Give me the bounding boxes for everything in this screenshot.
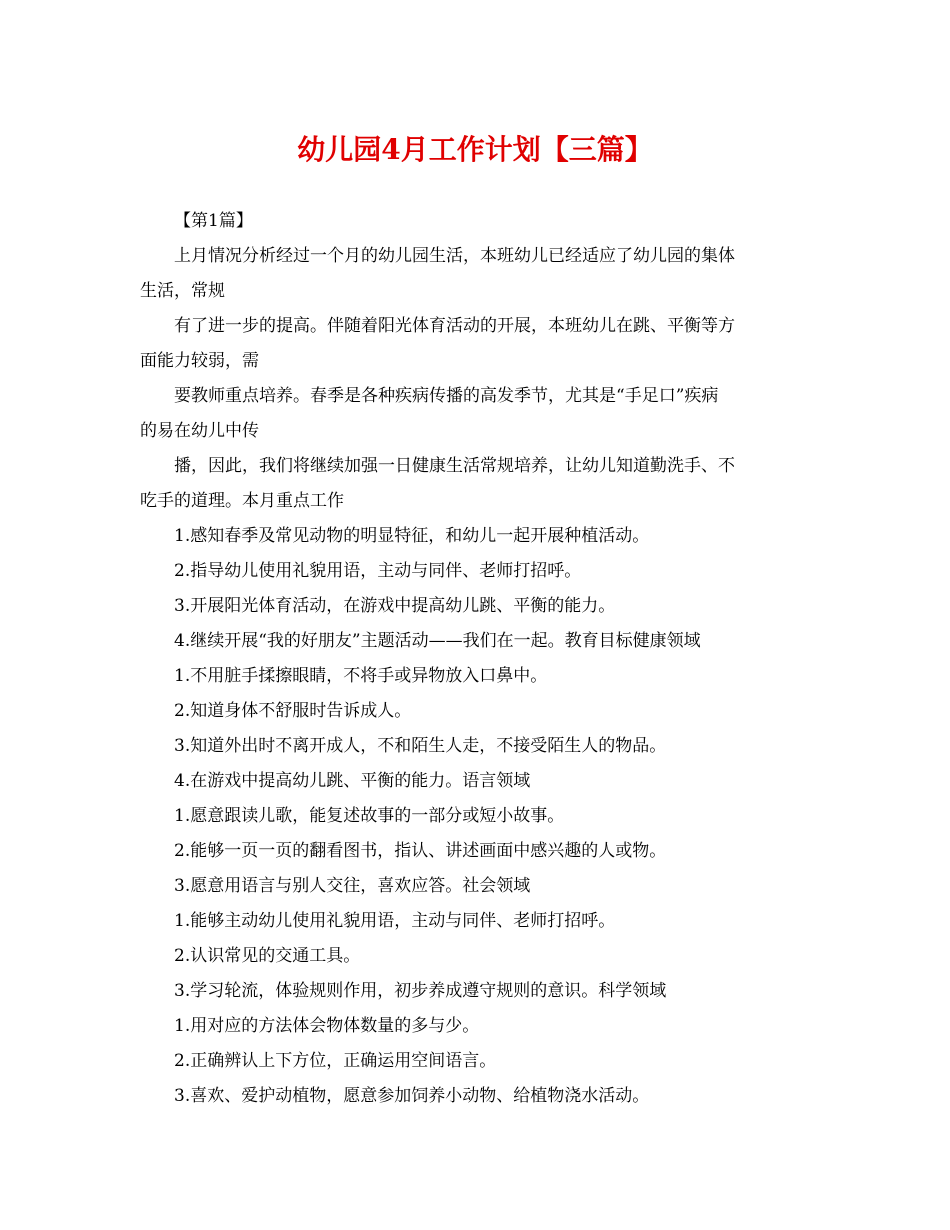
paragraph-line: 3.愿意用语言与别人交往，喜欢应答。社会领域 xyxy=(174,876,531,896)
paragraph-line: 1.能够主动幼儿使用礼貌用语，主动与同伴、老师打招呼。 xyxy=(174,911,616,931)
paragraph-line: 1.不用脏手揉擦眼睛，不将手或异物放入口鼻中。 xyxy=(174,666,548,686)
paragraph-line: 生活，常规 xyxy=(140,281,225,301)
paragraph-line: 的易在幼儿中传 xyxy=(140,421,259,441)
document-title: 幼儿园4月工作计划【三篇】 xyxy=(297,133,653,166)
paragraph-line: 2.认识常见的交通工具。 xyxy=(174,946,361,966)
paragraph-line: 3.学习轮流，体验规则作用，初步养成遵守规则的意识。科学领域 xyxy=(174,981,667,1001)
paragraph-line: 【第1篇】 xyxy=(174,211,253,231)
paragraph-line: 上月情况分析经过一个月的幼儿园生活，本班幼儿已经适应了幼儿园的集体 xyxy=(174,246,735,266)
paragraph-line: 1.用对应的方法体会物体数量的多与少。 xyxy=(174,1016,480,1036)
paragraph-line: 3.喜欢、爱护动植物，愿意参加饲养小动物、给植物浇水活动。 xyxy=(174,1086,650,1106)
paragraph-line: 面能力较弱，需 xyxy=(140,351,259,371)
paragraph-line: 吃手的道理。本月重点工作 xyxy=(140,491,344,511)
paragraph-line: 3.知道外出时不离开成人，不和陌生人走，不接受陌生人的物品。 xyxy=(174,736,667,756)
paragraph-line: 2.正确辨认上下方位，正确运用空间语言。 xyxy=(174,1051,497,1071)
paragraph-line: 要教师重点培养。春季是各种疾病传播的高发季节，尤其是“手足口”疾病 xyxy=(174,386,719,406)
paragraph-line: 4.在游戏中提高幼儿跳、平衡的能力。语言领域 xyxy=(174,771,531,791)
paragraph-line: 2.能够一页一页的翻看图书，指认、讲述画面中感兴趣的人或物。 xyxy=(174,841,667,861)
paragraph-line: 4.继续开展“我的好朋友”主题活动——我们在一起。教育目标健康领域 xyxy=(174,631,701,651)
paragraph-line: 1.愿意跟读儿歌，能复述故事的一部分或短小故事。 xyxy=(174,806,565,826)
paragraph-line: 2.知道身体不舒服时告诉成人。 xyxy=(174,701,412,721)
paragraph-line: 1.感知春季及常见动物的明显特征，和幼儿一起开展种植活动。 xyxy=(174,526,650,546)
paragraph-line: 2.指导幼儿使用礼貌用语，主动与同伴、老师打招呼。 xyxy=(174,561,582,581)
paragraph-line: 有了进一步的提高。伴随着阳光体育活动的开展，本班幼儿在跳、平衡等方 xyxy=(174,316,735,336)
paragraph-line: 3.开展阳光体育活动，在游戏中提高幼儿跳、平衡的能力。 xyxy=(174,596,616,616)
paragraph-line: 播，因此，我们将继续加强一日健康生活常规培养，让幼儿知道勤洗手、不 xyxy=(174,456,735,476)
document-body xyxy=(140,204,800,1114)
